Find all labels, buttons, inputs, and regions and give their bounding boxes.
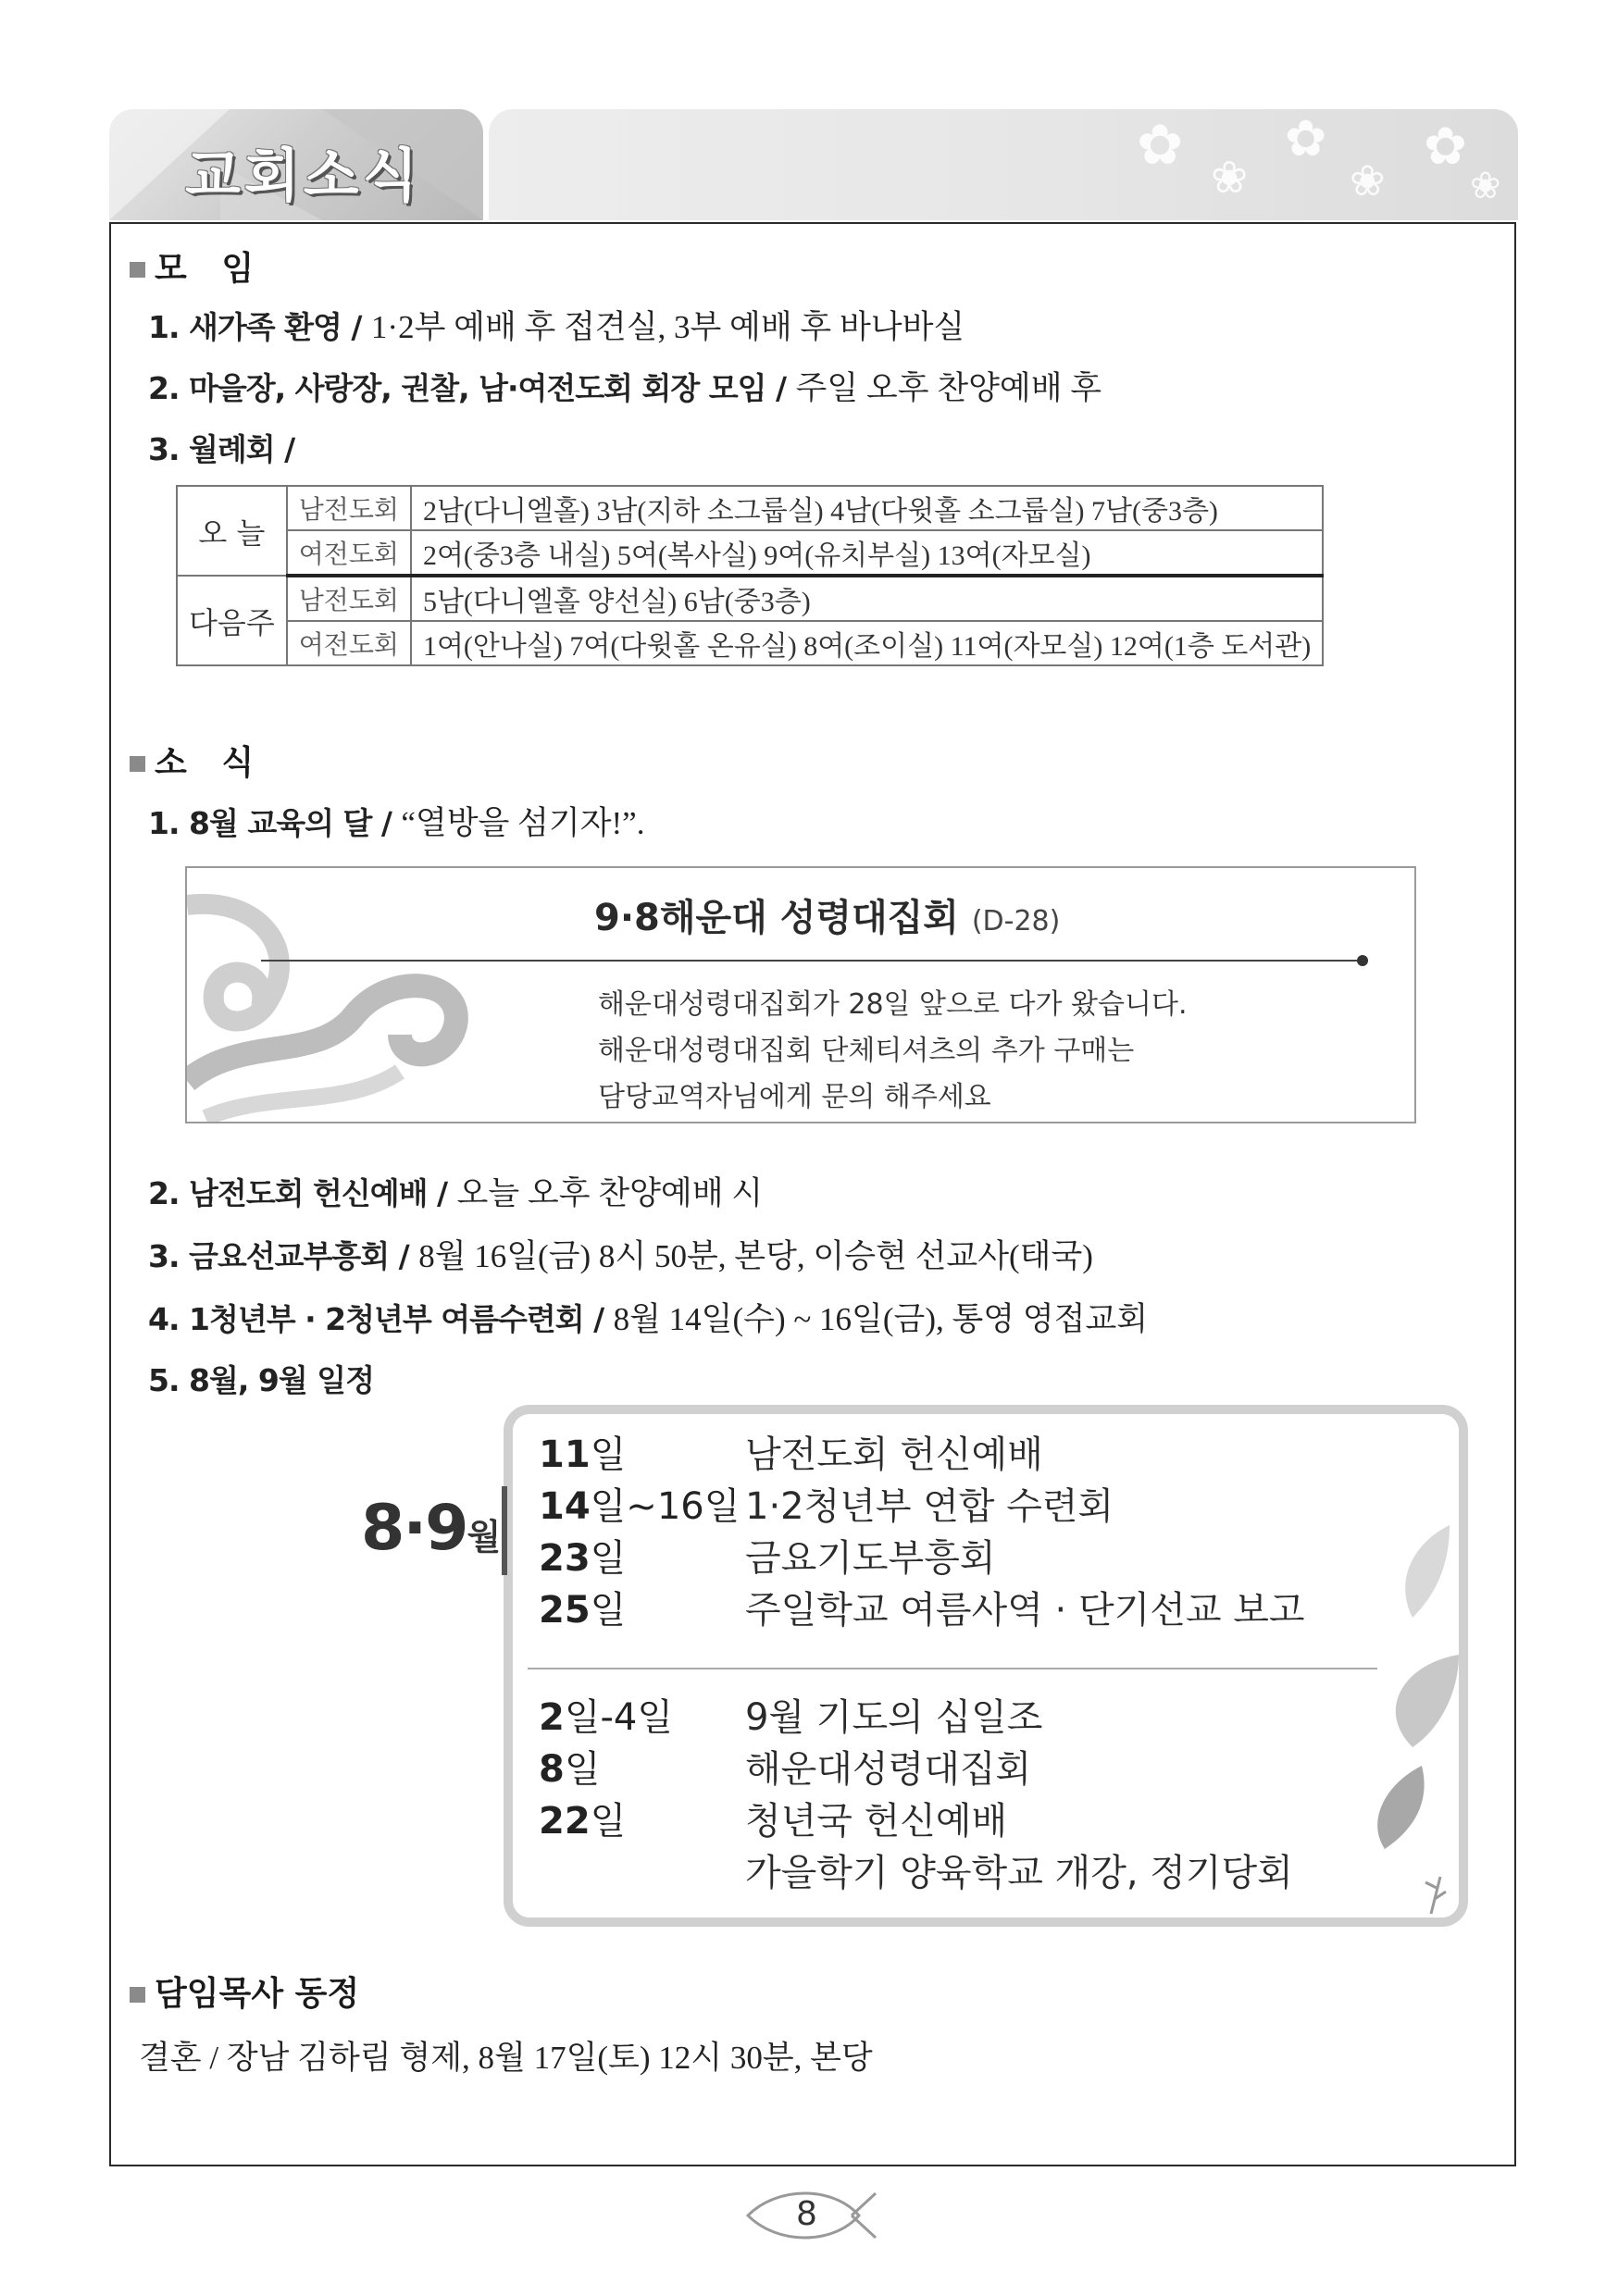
wave-decoration-icon bbox=[187, 868, 502, 1123]
pastor-news-text: 결혼 / 장남 김하림 형제, 8월 17일(토) 12시 30분, 본당 bbox=[139, 2040, 873, 2076]
news-item: 1. 8월 교육의 달 / “열방을 섬기자!”. bbox=[148, 805, 645, 841]
square-bullet-icon bbox=[130, 262, 145, 278]
event-text-line: 담당교역자님에게 문의 해주세요 bbox=[598, 1081, 991, 1113]
section-heading-pastor: 담임목사 동정 bbox=[130, 1967, 359, 2015]
places-cell: 2여(중3층 내실) 5여(복사실) 9여(유치부실) 13여(자모실) bbox=[411, 530, 1323, 576]
divider-dot bbox=[1357, 955, 1368, 966]
places-cell: 5남(다니엘홀 양선실) 6남(중3층) bbox=[411, 576, 1323, 621]
flower-icon: ✿ bbox=[1285, 109, 1327, 168]
schedule-event: 청년국 헌신예배 bbox=[745, 1800, 1008, 1843]
square-bullet-icon bbox=[130, 756, 145, 772]
schedule-event: 금요기도부흥회 bbox=[745, 1537, 996, 1580]
meeting-item: 2. 마을장, 사랑장, 권찰, 남·여전도회 회장 모임 / 주일 오후 찬양예배 후 bbox=[148, 370, 1102, 406]
event-banner bbox=[185, 866, 1416, 1123]
leaf-decoration-icon bbox=[1357, 1414, 1459, 1932]
divider bbox=[261, 960, 1361, 962]
schedule-date: 22일 bbox=[539, 1800, 627, 1843]
schedule-date: 11일 bbox=[539, 1433, 627, 1476]
day-cell: 다음주 bbox=[177, 576, 287, 665]
header-title-tab bbox=[109, 109, 483, 220]
event-text-line: 해운대성령대집회 단체티셔츠의 추가 구매는 bbox=[598, 1035, 1135, 1067]
day-cell: 오 늘 bbox=[177, 486, 287, 576]
schedule-event: 해운대성령대집회 bbox=[745, 1748, 1032, 1791]
schedule-date: 2일-4일 bbox=[539, 1696, 674, 1739]
flower-icon: ❀ bbox=[1350, 155, 1386, 205]
flower-icon: ✿ bbox=[1424, 117, 1467, 177]
divider bbox=[502, 1486, 507, 1575]
schedule-date: 14일~16일 bbox=[539, 1485, 741, 1528]
schedule-date: 8일 bbox=[539, 1748, 601, 1791]
group-cell: 남전도회 bbox=[287, 576, 411, 621]
event-title: 9·8해운대 성령대집회 (D-28) bbox=[594, 897, 1061, 939]
square-bullet-icon bbox=[130, 1987, 145, 2003]
header-banner bbox=[489, 109, 1518, 220]
table-row bbox=[177, 530, 1323, 576]
page-title: 교회소식 bbox=[185, 142, 422, 209]
page-number: 8 bbox=[796, 2195, 817, 2233]
table-row bbox=[177, 486, 1323, 530]
section-heading-news: 소 식 bbox=[130, 737, 254, 784]
table-row bbox=[177, 621, 1323, 665]
schedule-event: 주일학교 여름사역 · 단기선교 보고 bbox=[745, 1589, 1305, 1632]
group-cell: 여전도회 bbox=[287, 621, 411, 665]
flower-icon: ✿ bbox=[1137, 113, 1184, 178]
news-item: 3. 금요선교부흥회 / 8월 16일(금) 8시 50분, 본당, 이승현 선교사(태국) bbox=[148, 1238, 1093, 1274]
meeting-item: 1. 새가족 환영 / 1·2부 예배 후 접견실, 3부 예배 후 바나바실 bbox=[148, 309, 965, 345]
places-cell: 1여(안나실) 7여(다윗홀 온유실) 8여(조이실) 11여(자모실) 12여(1층 도서관) bbox=[411, 621, 1323, 665]
event-text-line: 해운대성령대집회가 28일 앞으로 다가 왔습니다. bbox=[598, 988, 1188, 1021]
news-item: 4. 1청년부 · 2청년부 여름수련회 / 8월 14일(수) ~ 16일(금), 통영 영접교회 bbox=[148, 1301, 1149, 1337]
schedule-event: 남전도회 헌신예배 bbox=[745, 1433, 1043, 1476]
schedule-event: 9월 기도의 십일조 bbox=[745, 1696, 1043, 1739]
section-heading-meeting: 모 임 bbox=[130, 242, 254, 290]
schedule-month-label: 8·9월 bbox=[361, 1492, 500, 1565]
table-row bbox=[177, 576, 1323, 621]
divider bbox=[528, 1668, 1377, 1669]
group-cell: 여전도회 bbox=[287, 530, 411, 576]
schedule-date: 25일 bbox=[539, 1589, 627, 1632]
meeting-item: 3. 월례회 / bbox=[148, 431, 295, 467]
places-cell: 2남(다니엘홀) 3남(지하 소그룹실) 4남(다윗홀 소그룹실) 7남(중3층) bbox=[411, 486, 1323, 530]
flower-icon: ❀ bbox=[1211, 152, 1249, 204]
schedule-date: 23일 bbox=[539, 1537, 627, 1580]
flower-icon: ❀ bbox=[1470, 165, 1501, 207]
schedule-event: 1·2청년부 연합 수련회 bbox=[745, 1485, 1114, 1528]
group-cell: 남전도회 bbox=[287, 486, 411, 530]
meeting-schedule-table bbox=[176, 485, 1324, 666]
news-item: 2. 남전도회 헌신예배 / 오늘 오후 찬양예배 시 bbox=[148, 1175, 764, 1211]
news-item: 5. 8월, 9월 일정 bbox=[148, 1362, 374, 1398]
schedule-event: 가을학기 양육학교 개강, 정기당회 bbox=[745, 1852, 1293, 1894]
